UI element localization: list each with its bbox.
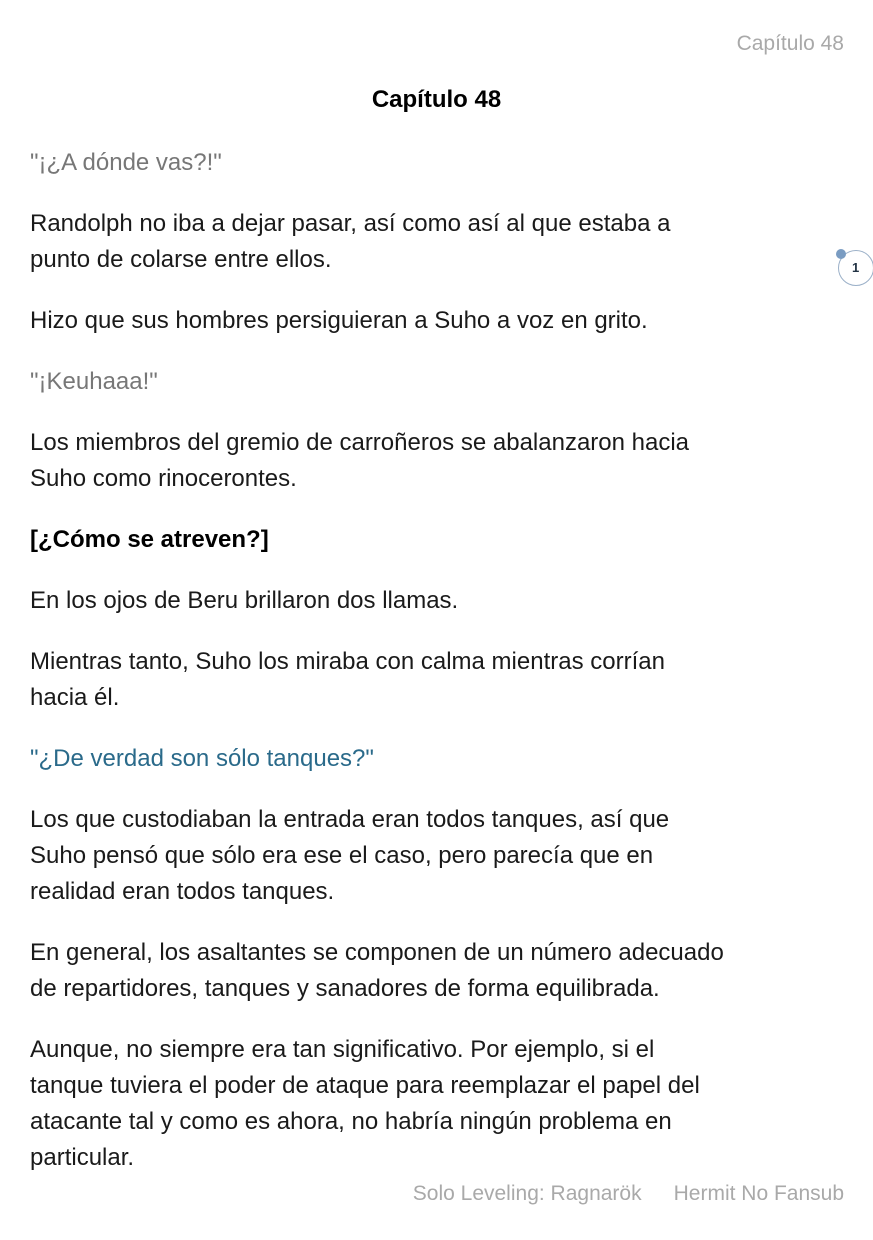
paragraph xyxy=(30,522,850,558)
footer-book-title: Solo Leveling: Ragnarök xyxy=(412,1182,642,1205)
annotation-badge[interactable] xyxy=(838,250,873,286)
text-line: tanque tuviera el poder de ataque para reemplazar el papel del xyxy=(30,1072,700,1099)
chapter-title: Capítulo 48 xyxy=(371,86,502,113)
paragraph xyxy=(30,303,850,339)
text-line: punto de colarse entre ellos. xyxy=(30,246,332,273)
text-line: Los que custodiaban la entrada eran todos tanques, así que xyxy=(30,806,670,833)
text-line: En los ojos de Beru brillaron dos llamas. xyxy=(30,587,459,614)
text-line: particular. xyxy=(30,1144,135,1171)
paragraph xyxy=(30,1032,850,1176)
footer-translator: Hermit No Fansub xyxy=(673,1182,844,1205)
text-line: de repartidores, tanques y sanadores de forma equilibrada. xyxy=(30,975,660,1002)
text-line: atacante tal y como es ahora, no habría ningún problema en xyxy=(30,1108,672,1135)
text-line: "¡¿A dónde vas?!" xyxy=(30,149,222,176)
text-line: realidad eran todos tanques. xyxy=(30,878,335,905)
paragraph xyxy=(30,741,850,777)
text-line: Hizo que sus hombres persiguieran a Suho a voz en grito. xyxy=(30,307,648,334)
annotation-dot-icon xyxy=(836,249,846,259)
text-line: "¡Keuhaaa!" xyxy=(30,368,158,395)
paragraph xyxy=(30,145,850,181)
paragraph xyxy=(30,935,850,1007)
text-line: Los miembros del gremio de carroñeros se abalanzaron hacia xyxy=(30,429,690,456)
paragraph xyxy=(30,364,850,400)
text-line: [¿Cómo se atreven?] xyxy=(30,526,269,553)
text-line: Suho como rinocerontes. xyxy=(30,465,297,492)
page-footer xyxy=(413,1182,844,1206)
paragraph xyxy=(30,644,850,716)
annotation-count: 1 xyxy=(852,260,860,275)
text-line: Randolph no iba a dejar pasar, así como así al que estaba a xyxy=(30,210,671,237)
running-header: Capítulo 48 xyxy=(736,32,844,55)
text-line: En general, los asaltantes se componen de un número adecuado xyxy=(30,939,724,966)
chapter-body xyxy=(30,145,850,1201)
text-line: "¿De verdad son sólo tanques?" xyxy=(30,745,374,772)
paragraph xyxy=(30,425,850,497)
text-line: hacia él. xyxy=(30,684,120,711)
paragraph xyxy=(30,802,850,910)
paragraph xyxy=(30,583,850,619)
text-line: Suho pensó que sólo era ese el caso, pero parecía que en xyxy=(30,842,654,869)
paragraph xyxy=(30,206,850,278)
text-line: Aunque, no siempre era tan significativo. Por ejemplo, si el xyxy=(30,1036,655,1063)
text-line: Mientras tanto, Suho los miraba con calma mientras corrían xyxy=(30,648,665,675)
